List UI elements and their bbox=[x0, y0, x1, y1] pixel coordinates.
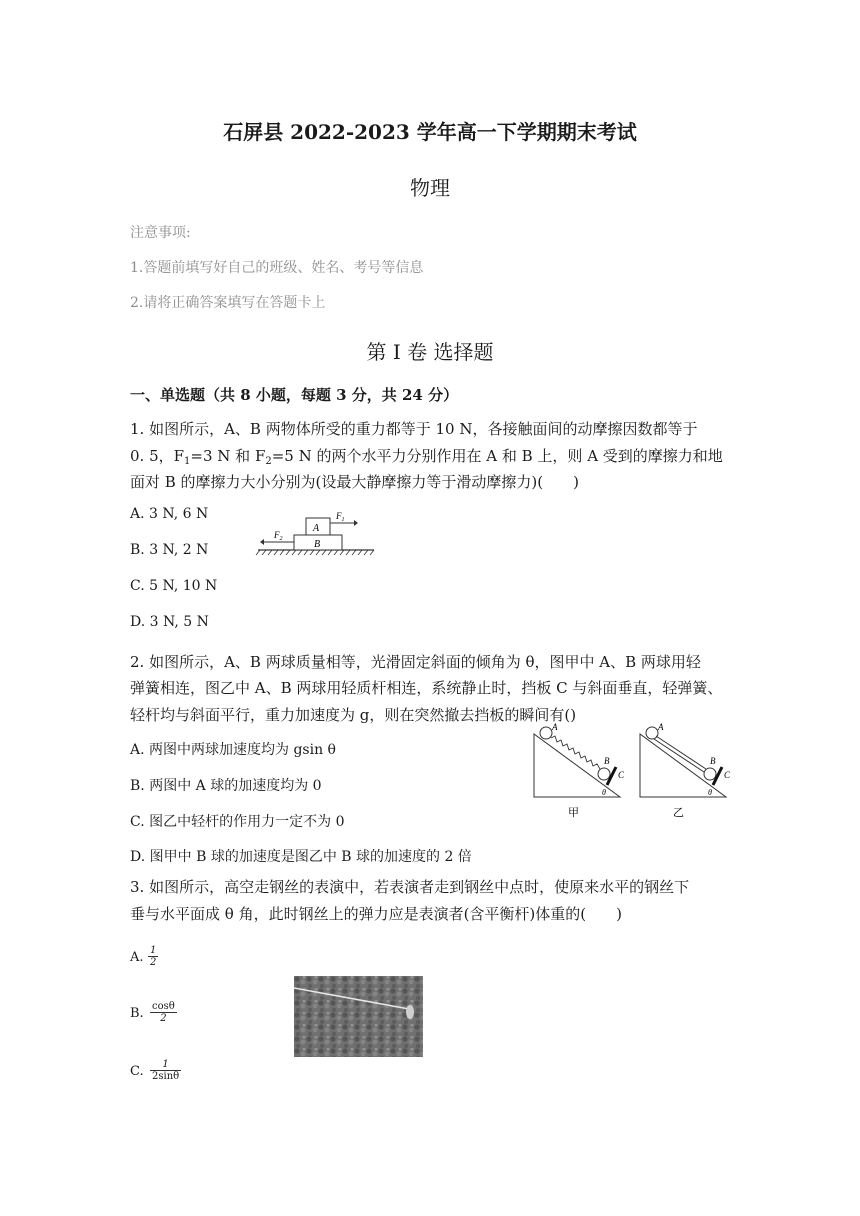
notes-heading: 注意事项: bbox=[130, 225, 191, 241]
q3-option-b-den: 2 bbox=[160, 1013, 167, 1024]
caption-jia: 甲 bbox=[568, 806, 579, 819]
q2-line-3: 轻杆均与斜面平行，重力加速度为 g，则在突然撤去挡板的瞬间有() bbox=[130, 706, 577, 724]
performer bbox=[406, 1005, 414, 1019]
block-b-label: B bbox=[314, 539, 321, 550]
q1-line-2b: =3 N 和 F bbox=[190, 447, 266, 465]
q1-line-2 bbox=[130, 445, 723, 467]
q1-line-3: 面对 B 的摩擦力大小分别为(设最大静摩擦力等于滑动摩擦力)( ) bbox=[130, 473, 579, 491]
q3-option-c-fraction bbox=[150, 1059, 181, 1082]
label-a-right: A bbox=[658, 722, 664, 732]
q1-sub-2: 2 bbox=[265, 456, 272, 467]
q1-option-b: B. 3 N, 2 N bbox=[130, 542, 209, 558]
tightrope-photo bbox=[294, 976, 423, 1057]
q3-option-a-num: 1 bbox=[150, 945, 157, 956]
label-b-left: B bbox=[604, 756, 610, 766]
q1-line-1: 1. 如图所示，A、B 两物体所受的重力都等于 10 N，各接触面间的动摩擦因数都等于 bbox=[130, 420, 698, 438]
q1-option-c: C. 5 N, 10 N bbox=[130, 578, 218, 594]
q3-option-c-label: C. bbox=[130, 1064, 144, 1079]
label-c-left: C bbox=[618, 770, 625, 780]
caption-yi: 乙 bbox=[673, 806, 684, 819]
q2-option-c: C. 图乙中轻杆的作用力一定不为 0 bbox=[130, 814, 345, 830]
q3-option-c-num: 1 bbox=[150, 1059, 181, 1071]
ball-a-right bbox=[646, 727, 658, 739]
ball-b-left bbox=[598, 768, 610, 780]
q3-option-a-label: A. bbox=[130, 950, 144, 965]
q2-option-a: A. 两图中两球加速度均为 gsin θ bbox=[130, 742, 336, 758]
f1-label: $F_1$ bbox=[336, 511, 345, 523]
theta-right: θ bbox=[708, 788, 712, 797]
q1-line-2c: =5 N 的两个水平力分别作用在 A 和 B 上，则 A 受到的摩擦力和地 bbox=[271, 447, 723, 465]
part-heading: 一、单选题（共 8 小题，每题 3 分，共 24 分） bbox=[130, 386, 459, 404]
ball-b-right bbox=[704, 768, 716, 780]
exam-title: 石屏县 2022-2023 学年高一下学期期末考试 bbox=[223, 120, 637, 144]
q1-blocks-figure bbox=[250, 505, 380, 563]
q2-line-1: 2. 如图所示，A、B 两球质量相等，光滑固定斜面的倾角为 θ，图甲中 A、B 两球用轻 bbox=[130, 653, 701, 671]
q3-line-1: 3. 如图所示，高空走钢丝的表演中，若表演者走到钢丝中点时，使原来水平的钢丝下 bbox=[130, 878, 690, 896]
theta-left: θ bbox=[602, 788, 606, 797]
note-item-1: 1.答题前填写好自己的班级、姓名、考号等信息 bbox=[130, 260, 424, 276]
ball-a-left bbox=[540, 727, 552, 739]
label-b-right: B bbox=[710, 756, 716, 766]
q1-sub-1: 1 bbox=[184, 456, 191, 467]
q2-line-2: 弹簧相连，图乙中 A、B 两球用轻质杆相连，系统静止时，挡板 C 与斜面垂直，轻弹簧、 bbox=[130, 679, 723, 697]
q2-option-d: D. 图甲中 B 球的加速度是图乙中 B 球的加速度的 2 倍 bbox=[130, 849, 472, 865]
block-a-label: A bbox=[313, 523, 320, 534]
q2-incline-figure bbox=[528, 722, 738, 822]
q2-option-b: B. 两图中 A 球的加速度均为 0 bbox=[130, 778, 322, 794]
subject-title: 物理 bbox=[410, 176, 450, 200]
label-c-right: C bbox=[724, 770, 731, 780]
q3-option-c-den: 2sinθ bbox=[152, 1071, 180, 1082]
q1-option-d: D. 3 N, 5 N bbox=[130, 614, 209, 630]
q1-option-a: A. 3 N, 6 N bbox=[130, 506, 209, 522]
q3-option-b-num: cosθ bbox=[152, 1001, 175, 1012]
label-a-left: A bbox=[552, 722, 558, 732]
q3-option-b-label: B. bbox=[130, 1006, 144, 1021]
q3-option-a-den: 2 bbox=[150, 957, 157, 968]
f2-label: $F_2$ bbox=[274, 530, 283, 542]
note-item-2: 2.请将正确答案填写在答题卡上 bbox=[130, 295, 326, 311]
q3-option-b-fraction bbox=[150, 1001, 177, 1024]
q1-line-2a: 0. 5，F bbox=[130, 447, 185, 465]
q3-line-2: 垂与水平面成 θ 角，此时钢丝上的弹力应是表演者(含平衡杆)体重的( ) bbox=[130, 905, 622, 923]
q3-option-a-fraction bbox=[148, 945, 158, 968]
section-title: 第 I 卷 选择题 bbox=[366, 340, 494, 364]
